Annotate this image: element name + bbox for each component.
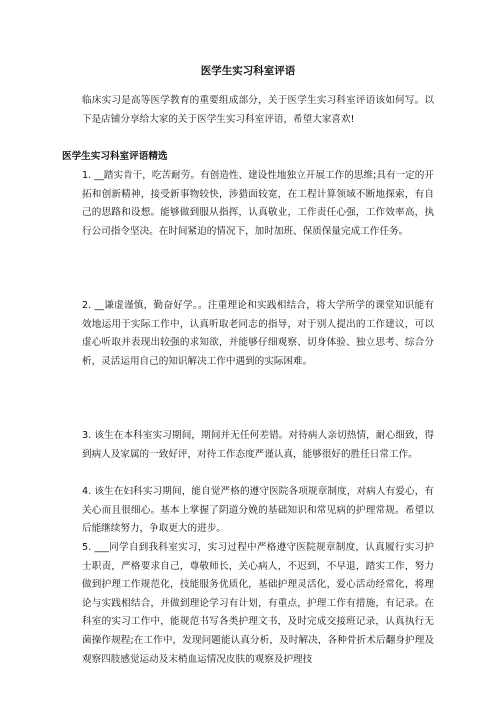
item-2-text: 2. __谦虚谨慎，勤奋好学。。注重理论和实践相结合，将大学所学的课堂知识能有效地运用于实际工作中，认真听取老同志的指导，对于别人提出的工作建议，可以虚心听取并表现出较强的求知欲，并能够仔细观察、切身体验、独立思考、综合分析，灵活运用自己的知识解决工作中遇到的实际困难。: [82, 300, 434, 367]
item-1-text: 1. __踏实肯干，吃苦耐劳。有创造性、建设性地独立开展工作的思维;具有一定的开拓和创新精神，接受新事物较快，涉猎面较宽，在工程计算领域不断地探索，有自己的思路和设想。能够做到服从指挥，认真敬业，工作责任心强，工作效率高，执行公司指令坚决。在时间紧迫的情况下，加时加班、保质保量完成工作任务。: [82, 170, 434, 237]
item-5: [62, 539, 434, 669]
intro-paragraph: [62, 92, 434, 129]
item-2: [62, 297, 434, 371]
document-title: 医学生实习科室评语: [200, 65, 296, 77]
item-4-text: 4. 该生在妇科实习期间，能自觉严格的遵守医院各项规章制度，对病人有爱心，有关心而且很细心。基本上掌握了阴道分娩的基础知识和常见病的护理常规。希望以后能继续努力，争取更大的进步。: [82, 486, 434, 535]
item-4: [62, 483, 434, 539]
section-heading: 医学生实习科室评语精选: [62, 151, 168, 162]
item-1: [62, 167, 434, 241]
item-3-text: 3. 该生在本科室实习期间，期间并无任何差错。对待病人亲切热情，耐心细致，得到病人及家属的一致好评，对待工作态度严谨认真，能够很好的胜任日常工作。: [82, 430, 434, 460]
item-3: [62, 427, 434, 464]
intro-text: 临床实习是高等医学教育的重要组成部分，关于医学生实习科室评语该如何写。以下是店铺分享给大家的关于医学生实习科室评语，希望大家喜欢!: [82, 95, 434, 125]
item-5-text: 5. ___同学自到我科室实习，实习过程中严格遵守医院规章制度，认真履行实习护士职责，严格要求自己，尊敬师长，关心病人，不迟到，不早退，踏实工作，努力做到护理工作规范化，技能服务优质化，基础护理灵活化，爱心活动经常化，将理论与实践相结合，并做到理论学习有计划，有重点，护理工作有措施，有记录。在科室的实习工作中，能规范书写各类护理文书，及时完成交接班记录，认真执行无菌操作规程;在工作中，发现问题能认真分析，及时解决，各种骨折术后翻身护理及观察四肢感觉运动及末梢血运情况皮肤的观察及护理技: [82, 542, 434, 665]
